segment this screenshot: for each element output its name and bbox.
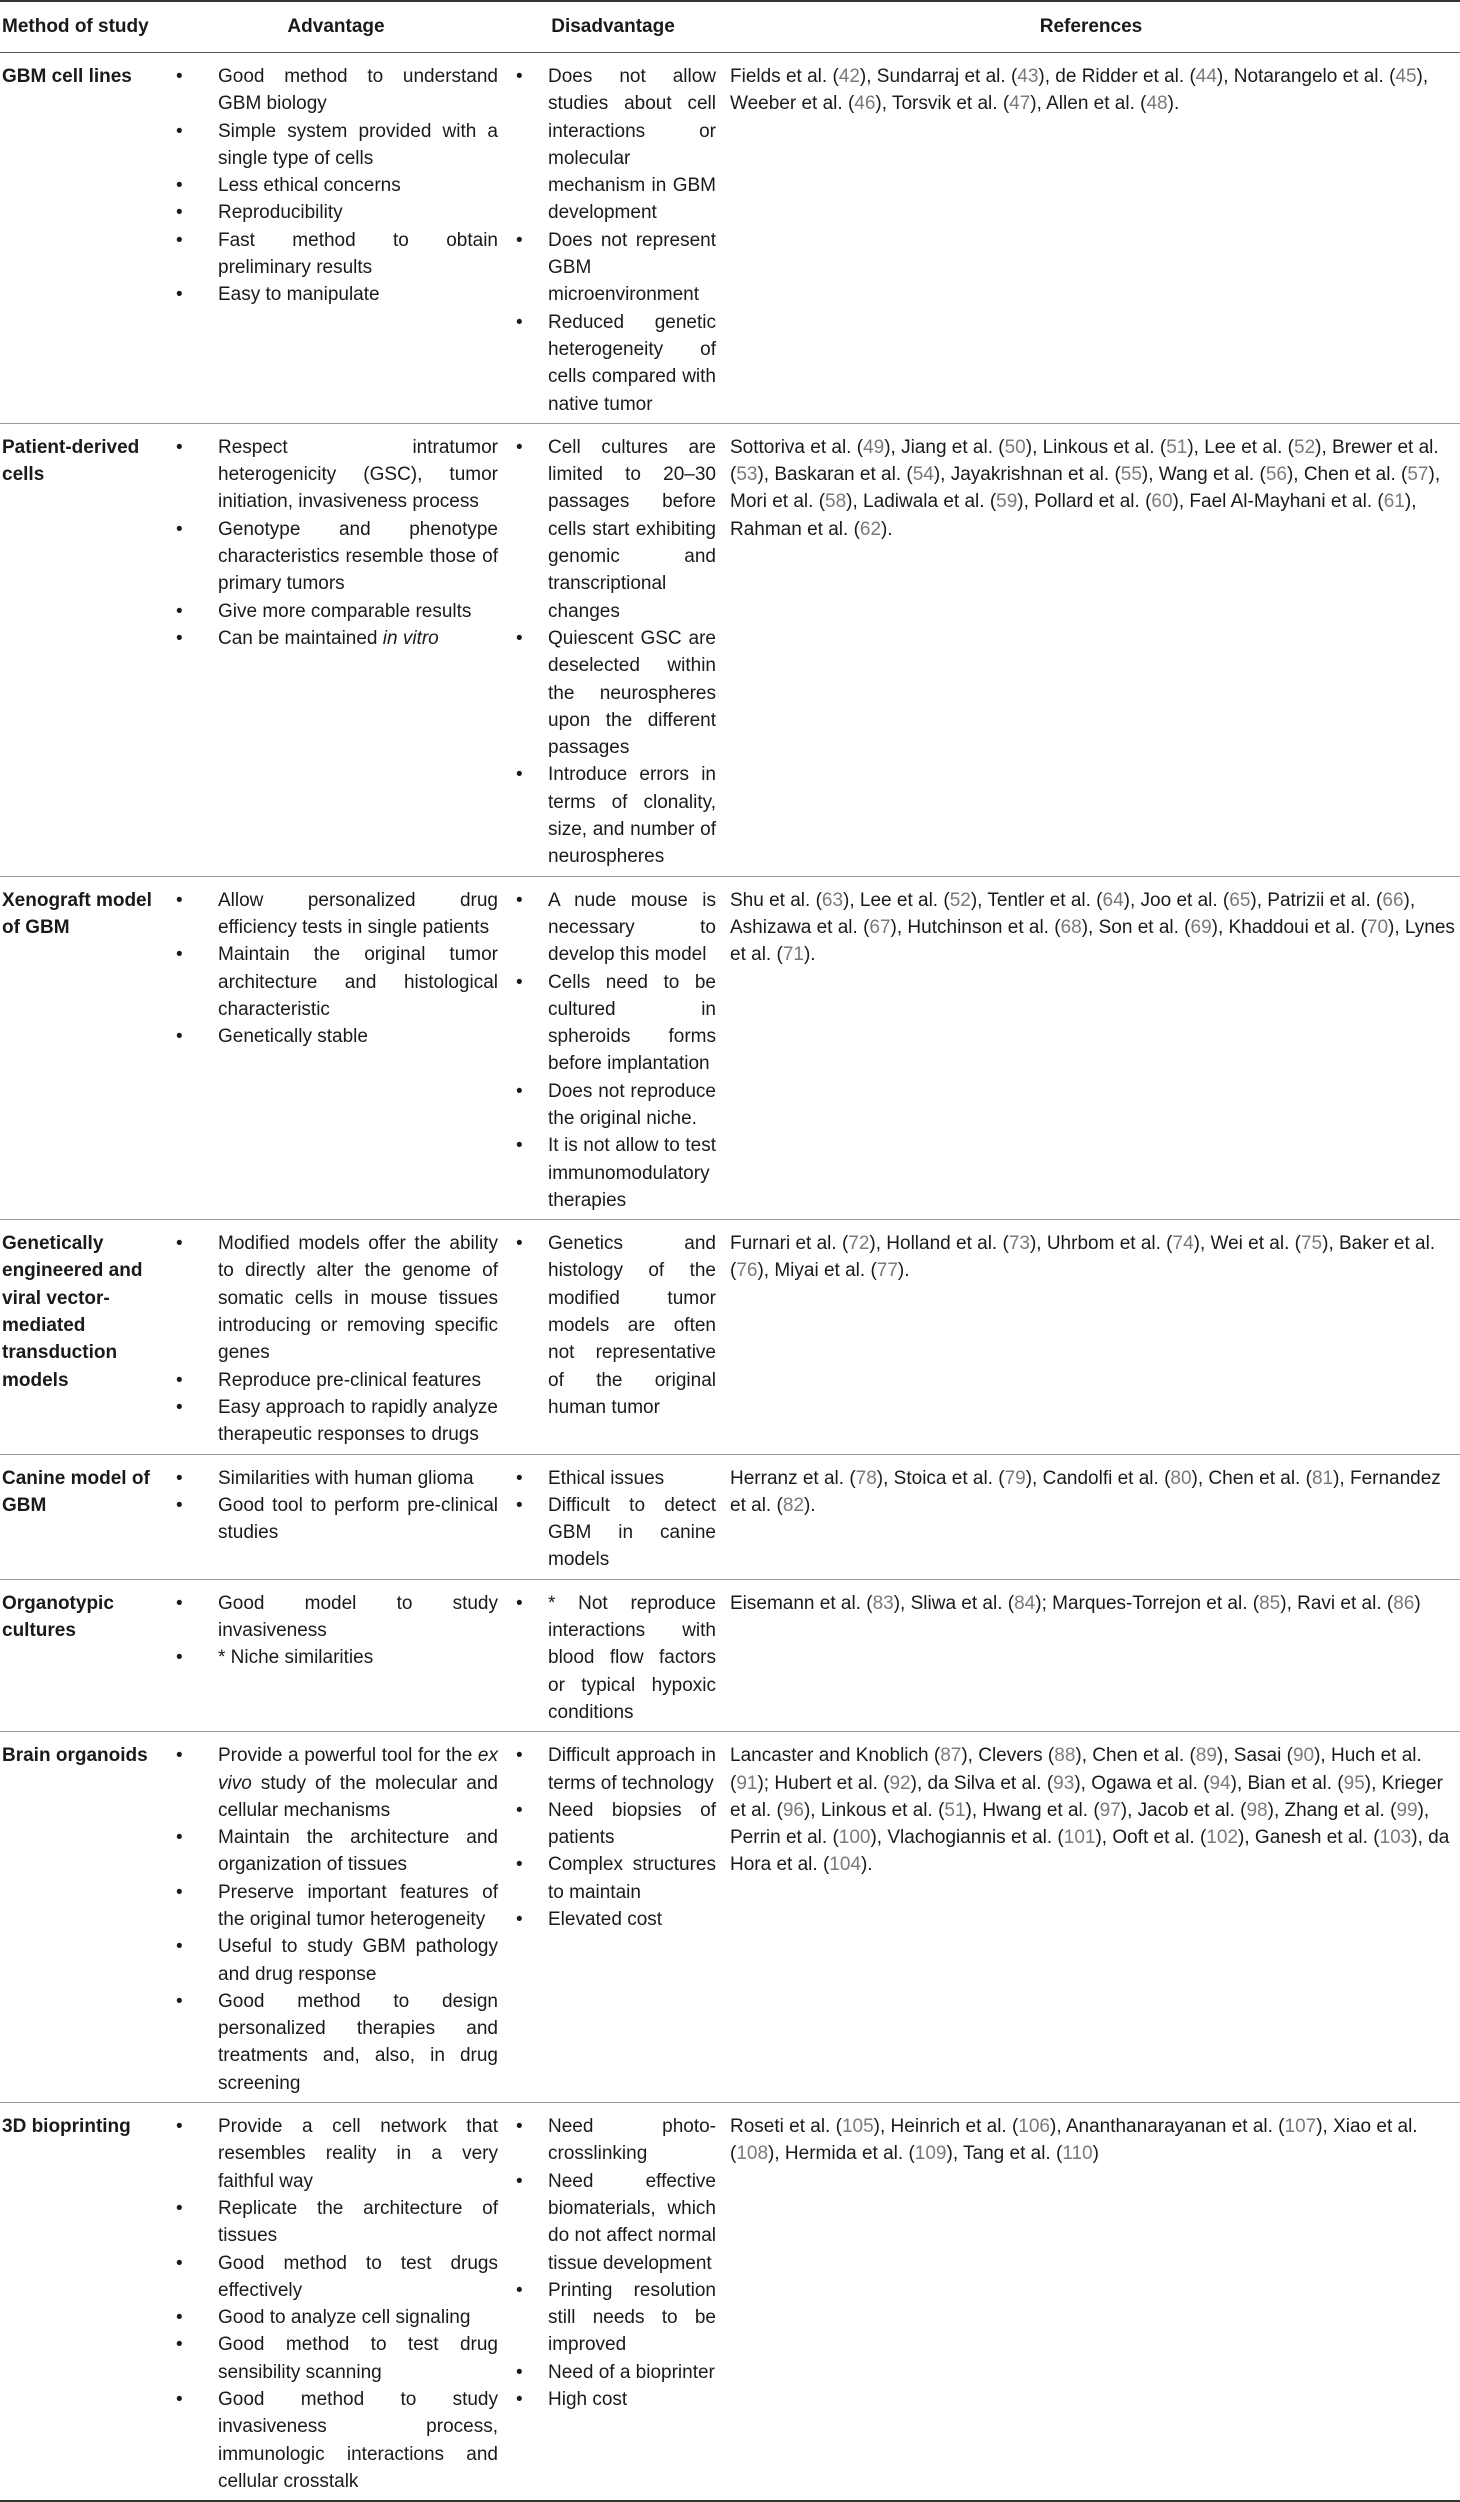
reference-number: 86 — [1393, 1592, 1415, 1614]
disadvantage-item: • Introduce errors in terms of clonality, size, and number of neurospheres — [512, 761, 716, 870]
references-text: Lancaster and Knoblich (87), Clevers (88), Chen et al. (89), Sasai (90), Huch et al. (91); Hubert et al. (92), da Silva et al. (93), Ogawa et al. (94), Bian et al. (95), Krieger et al. (96), Linkous et al. (51), Hwang et al. (97), Jacob et al. (98), Zhang et al. (99), Perrin et al. (100), Vlachogiannis et al. (101), Ooft et al. (102), Ganesh et al. (103), da Hora et al. (104). — [722, 1732, 1460, 2103]
advantage-item: • Preserve important features of the original tumor heterogeneity — [172, 1879, 498, 1934]
references-text: Herranz et al. (78), Stoica et al. (79), Candolfi et al. (80), Chen et al. (81), Fernandez et al. (82). — [722, 1454, 1460, 1579]
disadvantage-list-cell — [504, 1220, 722, 1454]
advantage-list — [172, 434, 498, 652]
reference-number: 93 — [1053, 1772, 1075, 1794]
advantage-item: • Maintain the architecture and organization of tissues — [172, 1824, 498, 1879]
advantage-list-cell — [168, 1579, 504, 1731]
reference-number: 77 — [876, 1260, 898, 1282]
disadvantage-item: • Ethical issues — [512, 1465, 716, 1492]
advantage-list-cell — [168, 1454, 504, 1579]
advantage-list — [172, 2113, 498, 2495]
reference-number: 44 — [1195, 66, 1217, 87]
references-text: Fields et al. (42), Sundarraj et al. (43), de Ridder et al. (44), Notarangelo et al. (45), Weeber et al. (46), Torsvik et al. (47), Allen et al. (48). — [722, 53, 1460, 424]
reference-number: 83 — [872, 1592, 894, 1614]
advantage-item: • Genetically stable — [172, 1023, 498, 1050]
reference-number: 50 — [1004, 436, 1026, 458]
references-text: Sottoriva et al. (49), Jiang et al. (50), Linkous et al. (51), Lee et al. (52), Brewer et al. (53), Baskaran et al. (54), Jayakrishnan et al. (55), Wang et al. (56), Chen et al. (57), Mori et al. (58), Ladiwala et al. (59), Pollard et al. (60), Fael Al-Mayhani et al. (61), Rahman et al. (62). — [722, 423, 1460, 876]
reference-number: 96 — [782, 1799, 804, 1821]
reference-number: 79 — [1004, 1467, 1026, 1489]
reference-number: 49 — [863, 436, 885, 458]
disadvantage-list-cell — [504, 876, 722, 1220]
reference-number: 72 — [848, 1233, 870, 1255]
disadvantage-list-cell — [504, 1454, 722, 1579]
disadvantage-item: • Quiescent GSC are deselected within the neurospheres upon the different passages — [512, 625, 716, 761]
disadvantage-item: • Need of a bioprinter — [512, 2359, 716, 2386]
advantage-item: • Good tool to perform pre-clinical studies — [172, 1492, 498, 1547]
reference-number: 76 — [736, 1260, 758, 1282]
reference-number: 81 — [1311, 1467, 1334, 1489]
reference-number: 46 — [854, 93, 876, 115]
reference-number: 60 — [1151, 491, 1173, 513]
reference-number: 89 — [1195, 1745, 1217, 1767]
table-row — [0, 1220, 1460, 1454]
reference-number: 68 — [1060, 916, 1082, 938]
disadvantage-item: • Does not represent GBM microenvironment — [512, 227, 716, 309]
disadvantage-item: • Difficult approach in terms of technology — [512, 1742, 716, 1797]
reference-number: 70 — [1366, 916, 1389, 938]
reference-number: 45 — [1395, 66, 1417, 87]
reference-number: 62 — [859, 518, 882, 540]
advantage-item: • Provide a cell network that resembles reality in a very faithful way — [172, 2113, 498, 2195]
reference-number: 80 — [1170, 1467, 1192, 1489]
disadvantage-item: • Difficult to detect GBM in canine models — [512, 1492, 716, 1574]
reference-number: 52 — [949, 889, 971, 911]
reference-number: 58 — [825, 491, 847, 513]
reference-number: 88 — [1054, 1745, 1076, 1767]
header-references: References — [722, 1, 1460, 53]
method-name: Organotypic cultures — [0, 1579, 168, 1731]
reference-number: 54 — [912, 464, 934, 486]
disadvantage-list-cell — [504, 1732, 722, 2103]
table-header-row — [0, 1, 1460, 53]
italic-term: ex vivo — [218, 1745, 498, 1794]
table-row — [0, 876, 1460, 1220]
disadvantage-list — [512, 887, 716, 1215]
advantage-list — [172, 1230, 498, 1448]
reference-number: 99 — [1396, 1799, 1418, 1821]
reference-number: 69 — [1190, 916, 1212, 938]
advantage-item: • Replicate the architecture of tissues — [172, 2195, 498, 2250]
advantage-list-cell — [168, 2103, 504, 2502]
disadvantage-item: • Does not reproduce the original niche. — [512, 1078, 716, 1133]
reference-number: 66 — [1382, 889, 1404, 911]
advantage-item: • Good method to design personalized therapies and treatments and, also, in drug screening — [172, 1988, 498, 2097]
disadvantage-item: • Printing resolution still needs to be improved — [512, 2277, 716, 2359]
disadvantage-item: • Need biopsies of patients — [512, 1797, 716, 1852]
reference-number: 85 — [1259, 1592, 1281, 1614]
italic-term: in vitro — [382, 627, 439, 649]
advantage-item: • Good to analyze cell signaling — [172, 2304, 498, 2331]
reference-number: 64 — [1102, 889, 1124, 911]
reference-number: 59 — [996, 491, 1018, 513]
table-row — [0, 53, 1460, 424]
reference-number: 48 — [1146, 93, 1168, 115]
reference-number: 43 — [1017, 66, 1039, 87]
disadvantage-item: • Reduced genetic heterogeneity of cells compared with native tumor — [512, 309, 716, 418]
advantage-item: • Less ethical concerns — [172, 172, 498, 199]
reference-number: 51 — [1166, 436, 1188, 458]
advantage-list — [172, 1742, 498, 2097]
reference-number: 63 — [821, 889, 844, 911]
disadvantage-list — [512, 1230, 716, 1421]
reference-number: 42 — [838, 66, 860, 87]
method-name: 3D bioprinting — [0, 2103, 168, 2502]
references-text: Roseti et al. (105), Heinrich et al. (106), Ananthanarayanan et al. (107), Xiao et al. (108), Hermida et al. (109), Tang et al. (110) — [722, 2103, 1460, 2502]
reference-number: 109 — [914, 2143, 947, 2165]
advantage-list-cell — [168, 1732, 504, 2103]
disadvantage-list — [512, 2113, 716, 2413]
advantage-item: • Easy approach to rapidly analyze therapeutic responses to drugs — [172, 1394, 498, 1449]
advantage-item: • Give more comparable results — [172, 598, 498, 625]
table-row — [0, 1732, 1460, 2103]
reference-number: 87 — [940, 1745, 962, 1767]
disadvantage-list — [512, 434, 716, 871]
disadvantage-list-cell — [504, 423, 722, 876]
advantage-item: • Useful to study GBM pathology and drug response — [172, 1933, 498, 1988]
disadvantage-list-cell — [504, 2103, 722, 2502]
reference-number: 57 — [1407, 464, 1429, 486]
disadvantage-item: • * Not reproduce interactions with blood flow factors or typical hypoxic conditions — [512, 1590, 716, 1726]
reference-number: 102 — [1206, 1827, 1239, 1849]
reference-number: 52 — [1294, 436, 1316, 458]
disadvantage-item: • Need effective biomaterials, which do not affect normal tissue development — [512, 2168, 716, 2277]
reference-number: 56 — [1265, 464, 1287, 486]
advantage-item: • * Niche similarities — [172, 1644, 498, 1671]
disadvantage-list-cell — [504, 1579, 722, 1731]
advantage-item: • Good method to understand GBM biology — [172, 63, 498, 118]
reference-number: 82 — [782, 1494, 804, 1516]
reference-number: 103 — [1379, 1827, 1412, 1849]
disadvantage-item: • Does not allow studies about cell interactions or molecular mechanism in GBM development — [512, 63, 716, 227]
disadvantage-list — [512, 1465, 716, 1574]
disadvantage-list-cell — [504, 53, 722, 424]
advantage-item: • Good method to test drug sensibility scanning — [172, 2331, 498, 2386]
method-name: Xenograft model of GBM — [0, 876, 168, 1220]
reference-number: 53 — [736, 464, 758, 486]
advantage-item: • Reproduce pre-clinical features — [172, 1367, 498, 1394]
disadvantage-item: • High cost — [512, 2386, 716, 2413]
advantage-item: • Fast method to obtain preliminary results — [172, 227, 498, 282]
advantage-list-cell — [168, 53, 504, 424]
reference-number: 65 — [1229, 889, 1251, 911]
advantage-item: • Modified models offer the ability to directly alter the genome of somatic cells in mouse tissues introducing or removing specific genes — [172, 1230, 498, 1366]
reference-number: 84 — [1014, 1592, 1036, 1614]
reference-number: 105 — [841, 2116, 874, 2138]
table-row — [0, 2103, 1460, 2502]
reference-number: 75 — [1300, 1233, 1323, 1255]
advantage-item: • Maintain the original tumor architecture and histological characteristic — [172, 941, 498, 1023]
advantage-item: • Simple system provided with a single type of cells — [172, 118, 498, 173]
reference-number: 101 — [1063, 1827, 1096, 1849]
references-text: Shu et al. (63), Lee et al. (52), Tentler et al. (64), Joo et al. (65), Patrizii et al. (66), Ashizawa et al. (67), Hutchinson et al. (68), Son et al. (69), Khaddoui et al. (70), Lynes et al. (71). — [722, 876, 1460, 1220]
header-advantage: Advantage — [168, 1, 504, 53]
disadvantage-item: • Complex structures to maintain — [512, 1851, 716, 1906]
disadvantage-item: • Cells need to be cultured in spheroids forms before implantation — [512, 969, 716, 1078]
reference-number: 107 — [1284, 2116, 1317, 2138]
disadvantage-item: • It is not allow to test immunomodulatory therapies — [512, 1132, 716, 1214]
disadvantage-item: • Cell cultures are limited to 20–30 passages before cells start exhibiting genomic and transcriptional changes — [512, 434, 716, 625]
table-row — [0, 1454, 1460, 1579]
disadvantage-item: • Need photo-crosslinking — [512, 2113, 716, 2168]
advantage-list — [172, 1590, 498, 1672]
reference-number: 67 — [869, 916, 891, 938]
reference-number: 74 — [1172, 1233, 1194, 1255]
table-row — [0, 1579, 1460, 1731]
disadvantage-item: • Elevated cost — [512, 1906, 716, 1933]
reference-number: 55 — [1120, 464, 1142, 486]
advantage-item: • Good method to study invasiveness process, immunologic interactions and cellular crosstalk — [172, 2386, 498, 2495]
reference-number: 94 — [1209, 1772, 1231, 1794]
advantage-list-cell — [168, 423, 504, 876]
method-name: Brain organoids — [0, 1732, 168, 2103]
reference-number: 106 — [1018, 2116, 1050, 2138]
reference-number: 100 — [838, 1827, 871, 1849]
reference-number: 71 — [782, 944, 804, 966]
reference-number: 104 — [829, 1854, 861, 1876]
advantage-list-cell — [168, 1220, 504, 1454]
advantage-list — [172, 1465, 498, 1547]
reference-number: 95 — [1343, 1772, 1365, 1794]
disadvantage-list — [512, 1590, 716, 1726]
reference-number: 73 — [1008, 1233, 1030, 1255]
advantage-list — [172, 63, 498, 309]
advantage-item: • Provide a powerful tool for the ex vivo study of the molecular and cellular mechanisms — [172, 1742, 498, 1824]
reference-number: 78 — [855, 1467, 877, 1489]
reference-number: 97 — [1099, 1799, 1121, 1821]
method-name: GBM cell lines — [0, 53, 168, 424]
advantage-item: • Good model to study invasiveness — [172, 1590, 498, 1645]
table-row — [0, 423, 1460, 876]
advantage-item: • Easy to manipulate — [172, 281, 498, 308]
advantage-item: • Similarities with human glioma — [172, 1465, 498, 1492]
advantage-item: • Good method to test drugs effectively — [172, 2250, 498, 2305]
reference-number: 90 — [1292, 1745, 1315, 1767]
disadvantage-list — [512, 63, 716, 418]
reference-number: 61 — [1383, 491, 1405, 513]
disadvantage-item: • A nude mouse is necessary to develop this model — [512, 887, 716, 969]
advantage-list — [172, 887, 498, 1051]
reference-number: 51 — [944, 1799, 966, 1821]
advantage-item: • Reproducibility — [172, 199, 498, 226]
reference-number: 108 — [736, 2143, 769, 2165]
method-name: Genetically engineered and viral vector-mediated transduction models — [0, 1220, 168, 1454]
header-method: Method of study — [0, 1, 168, 53]
references-text: Furnari et al. (72), Holland et al. (73), Uhrbom et al. (74), Wei et al. (75), Baker et al. (76), Miyai et al. (77). — [722, 1220, 1460, 1454]
advantage-item: • Can be maintained in vitro — [172, 625, 498, 652]
reference-number: 98 — [1246, 1799, 1268, 1821]
header-disadvantage: Disadvantage — [504, 1, 722, 53]
advantage-item: • Respect intratumor heterogenicity (GSC), tumor initiation, invasiveness process — [172, 434, 498, 516]
method-name: Canine model of GBM — [0, 1454, 168, 1579]
method-name: Patient-derived cells — [0, 423, 168, 876]
reference-number: 91 — [736, 1772, 758, 1794]
reference-number: 110 — [1062, 2143, 1093, 2165]
advantage-item: • Genotype and phenotype characteristics resemble those of primary tumors — [172, 516, 498, 598]
reference-number: 92 — [889, 1772, 911, 1794]
disadvantage-list — [512, 1742, 716, 1933]
advantage-item: • Allow personalized drug efficiency tests in single patients — [172, 887, 498, 942]
reference-number: 47 — [1009, 93, 1031, 115]
advantage-list-cell — [168, 876, 504, 1220]
references-text: Eisemann et al. (83), Sliwa et al. (84); Marques-Torrejon et al. (85), Ravi et al. (86) — [722, 1579, 1460, 1731]
disadvantage-item: • Genetics and histology of the modified tumor models are often not representative of the original human tumor — [512, 1230, 716, 1421]
